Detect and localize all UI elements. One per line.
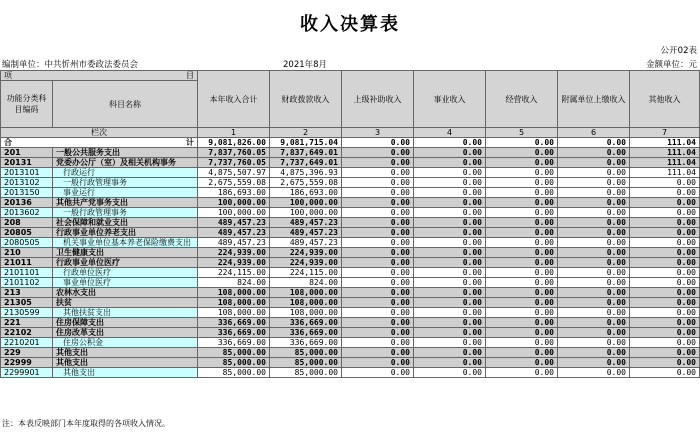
row-value: 336,669.00 [198, 328, 270, 338]
code-col-header: 功能分类科目编码 [1, 81, 53, 128]
row-value: 0.00 [342, 298, 414, 308]
row-value: 0.00 [486, 318, 558, 328]
row-value: 0.00 [342, 278, 414, 288]
row-name: 行政事业单位医疗 [53, 258, 198, 268]
table-row [1, 258, 700, 268]
row-value: 0.00 [558, 168, 630, 178]
row-value: 0.00 [342, 238, 414, 248]
total-value: 9,081,826.00 [198, 138, 270, 148]
row-value: 0.00 [558, 328, 630, 338]
row-code: 2080505 [1, 238, 53, 248]
row-value: 0.00 [342, 288, 414, 298]
row-value: 0.00 [414, 328, 486, 338]
row-value: 0.00 [342, 328, 414, 338]
row-value: 0.00 [558, 258, 630, 268]
row-code: 2299901 [1, 368, 53, 378]
row-value: 0.00 [414, 348, 486, 358]
row-name: 行政运行 [53, 168, 198, 178]
row-value: 0.00 [486, 188, 558, 198]
row-value: 0.00 [630, 198, 700, 208]
table-row [1, 368, 700, 378]
row-value: 336,669.00 [198, 318, 270, 328]
row-name: 住房公积金 [53, 338, 198, 348]
row-value: 0.00 [486, 358, 558, 368]
row-value: 186,693.00 [198, 188, 270, 198]
row-value: 0.00 [486, 158, 558, 168]
row-value: 0.00 [486, 218, 558, 228]
row-value: 0.00 [414, 188, 486, 198]
row-value: 108,000.00 [270, 288, 342, 298]
table-row [1, 238, 700, 248]
row-code: 2013101 [1, 168, 53, 178]
row-value: 0.00 [558, 188, 630, 198]
table-row [1, 318, 700, 328]
row-value: 0.00 [558, 148, 630, 158]
row-value: 224,939.00 [270, 258, 342, 268]
row-name: 社会保障和就业支出 [53, 218, 198, 228]
table-row [1, 308, 700, 318]
row-code: 221 [1, 318, 53, 328]
row-value: 489,457.23 [270, 228, 342, 238]
row-value: 0.00 [342, 318, 414, 328]
row-value: 489,457.23 [270, 238, 342, 248]
row-value: 0.00 [486, 278, 558, 288]
total-value: 0.00 [414, 138, 486, 148]
row-value: 0.00 [630, 298, 700, 308]
row-value: 108,000.00 [198, 298, 270, 308]
col-header-1: 本年收入合计 [198, 71, 270, 128]
row-value: 0.00 [558, 318, 630, 328]
row-value: 0.00 [342, 268, 414, 278]
row-value: 2,675,559.08 [198, 178, 270, 188]
row-value: 0.00 [342, 228, 414, 238]
row-name: 党委办公厅（室）及相关机构事务 [53, 158, 198, 168]
row-name: 其他支出 [53, 348, 198, 358]
table-row [1, 338, 700, 348]
row-value: 224,939.00 [270, 248, 342, 258]
row-value: 0.00 [630, 318, 700, 328]
row-value: 0.00 [630, 248, 700, 258]
table-row [1, 278, 700, 288]
total-value: 0.00 [558, 138, 630, 148]
col-header-7: 其他收入 [630, 71, 700, 128]
row-value: 0.00 [414, 268, 486, 278]
total-value: 9,081,715.04 [270, 138, 342, 148]
row-value: 0.00 [630, 178, 700, 188]
row-value: 0.00 [558, 308, 630, 318]
row-value: 224,939.00 [198, 248, 270, 258]
row-code: 20131 [1, 158, 53, 168]
row-value: 0.00 [486, 308, 558, 318]
col-number: 6 [558, 128, 630, 138]
row-value: 0.00 [630, 208, 700, 218]
row-name: 机关事业单位基本养老保险缴费支出 [53, 238, 198, 248]
row-name: 行政单位医疗 [53, 268, 198, 278]
amount-unit: 金额单位：元 [645, 60, 697, 70]
row-value: 0.00 [630, 348, 700, 358]
row-value: 108,000.00 [198, 308, 270, 318]
row-value: 824.00 [270, 278, 342, 288]
row-value: 0.00 [414, 208, 486, 218]
row-value: 489,457.23 [198, 238, 270, 248]
row-value: 0.00 [558, 358, 630, 368]
row-name: 扶贫 [53, 298, 198, 308]
row-name: 住房保障支出 [53, 318, 198, 328]
row-value: 0.00 [342, 178, 414, 188]
form-id: 公开02表 [660, 46, 697, 56]
row-code: 2130599 [1, 308, 53, 318]
row-value: 186,693.00 [270, 188, 342, 198]
row-value: 0.00 [558, 368, 630, 378]
row-value: 0.00 [414, 238, 486, 248]
row-value: 0.00 [558, 218, 630, 228]
table-row [1, 288, 700, 298]
row-value: 0.00 [414, 158, 486, 168]
row-value: 0.00 [414, 178, 486, 188]
col-header-2: 财政拨款收入 [270, 71, 342, 128]
col-header-5: 经营收入 [486, 71, 558, 128]
row-value: 0.00 [342, 218, 414, 228]
table-row [1, 298, 700, 308]
row-value: 108,000.00 [270, 298, 342, 308]
row-name: 事业运行 [53, 188, 198, 198]
footnote: 注：本表反映部门本年度取得的各项收入情况。 [2, 419, 170, 428]
row-code: 22102 [1, 328, 53, 338]
row-value: 0.00 [486, 258, 558, 268]
total-value: 0.00 [486, 138, 558, 148]
col-number: 4 [414, 128, 486, 138]
header-xiang-mu: 项 目 [1, 71, 198, 81]
row-value: 0.00 [630, 368, 700, 378]
row-value: 489,457.23 [270, 218, 342, 228]
row-value: 0.00 [630, 288, 700, 298]
row-value: 0.00 [342, 198, 414, 208]
header-row-top [1, 71, 700, 81]
row-value: 0.00 [486, 248, 558, 258]
row-value: 224,939.00 [198, 258, 270, 268]
name-col-header: 科目名称 [53, 81, 198, 128]
row-value: 0.00 [630, 308, 700, 318]
row-code: 201 [1, 148, 53, 158]
table-row [1, 358, 700, 368]
lanci-label: 栏次 [1, 128, 198, 138]
row-value: 489,457.23 [198, 228, 270, 238]
row-code: 21305 [1, 298, 53, 308]
row-value: 100,000.00 [270, 198, 342, 208]
row-name: 一般行政管理事务 [53, 208, 198, 218]
total-value: 0.00 [342, 138, 414, 148]
report-title: 收入决算表 [300, 14, 400, 35]
row-value: 0.00 [414, 218, 486, 228]
table-row [1, 158, 700, 168]
row-value: 100,000.00 [198, 208, 270, 218]
row-code: 2101101 [1, 268, 53, 278]
row-value: 489,457.23 [198, 218, 270, 228]
row-value: 111.04 [630, 158, 700, 168]
row-value: 336,669.00 [270, 328, 342, 338]
row-value: 0.00 [630, 188, 700, 198]
row-value: 0.00 [630, 328, 700, 338]
row-name: 一般行政管理事务 [53, 178, 198, 188]
row-code: 210 [1, 248, 53, 258]
table-row [1, 348, 700, 358]
row-value: 0.00 [558, 288, 630, 298]
col-header-4: 事业收入 [414, 71, 486, 128]
row-value: 0.00 [342, 258, 414, 268]
row-value: 4,875,396.93 [270, 168, 342, 178]
row-value: 0.00 [486, 148, 558, 158]
row-value: 0.00 [342, 358, 414, 368]
row-value: 85,000.00 [270, 358, 342, 368]
row-value: 111.04 [630, 168, 700, 178]
row-value: 0.00 [486, 208, 558, 218]
col-number: 7 [630, 128, 700, 138]
row-code: 208 [1, 218, 53, 228]
row-value: 0.00 [342, 168, 414, 178]
row-value: 0.00 [630, 228, 700, 238]
row-value: 0.00 [486, 168, 558, 178]
row-name: 一般公共服务支出 [53, 148, 198, 158]
row-value: 0.00 [486, 238, 558, 248]
row-value: 0.00 [342, 308, 414, 318]
row-name: 事业单位医疗 [53, 278, 198, 288]
row-value: 0.00 [342, 338, 414, 348]
row-value: 336,669.00 [270, 338, 342, 348]
row-value: 0.00 [414, 288, 486, 298]
row-value: 0.00 [486, 298, 558, 308]
table-row [1, 188, 700, 198]
row-value: 0.00 [342, 248, 414, 258]
unit-label: 编制单位：中共忻州市委政法委员会 [2, 60, 139, 70]
row-value: 0.00 [414, 318, 486, 328]
row-value: 108,000.00 [198, 288, 270, 298]
row-code: 21011 [1, 258, 53, 268]
row-code: 2013150 [1, 188, 53, 198]
row-value: 0.00 [630, 268, 700, 278]
row-value: 100,000.00 [198, 198, 270, 208]
row-value: 85,000.00 [198, 368, 270, 378]
row-code: 213 [1, 288, 53, 298]
row-name: 行政事业单位养老支出 [53, 228, 198, 238]
row-value: 108,000.00 [270, 308, 342, 318]
row-value: 0.00 [558, 248, 630, 258]
row-value: 0.00 [558, 338, 630, 348]
row-code: 20136 [1, 198, 53, 208]
row-value: 0.00 [558, 208, 630, 218]
row-value: 4,875,507.97 [198, 168, 270, 178]
row-code: 2101102 [1, 278, 53, 288]
table-row [1, 178, 700, 188]
row-value: 0.00 [414, 298, 486, 308]
row-value: 0.00 [558, 178, 630, 188]
row-value: 0.00 [486, 268, 558, 278]
lanci-row [1, 128, 700, 138]
row-value: 0.00 [414, 368, 486, 378]
table-row [1, 228, 700, 238]
row-value: 0.00 [414, 198, 486, 208]
row-value: 85,000.00 [198, 358, 270, 368]
row-value: 0.00 [486, 198, 558, 208]
col-number: 5 [486, 128, 558, 138]
row-value: 85,000.00 [198, 348, 270, 358]
col-header-3: 上级补助收入 [342, 71, 414, 128]
row-value: 0.00 [558, 198, 630, 208]
row-value: 0.00 [342, 158, 414, 168]
table-row [1, 208, 700, 218]
row-value: 0.00 [342, 368, 414, 378]
row-value: 0.00 [486, 368, 558, 378]
table-row [1, 168, 700, 178]
row-value: 0.00 [630, 258, 700, 268]
table-row [1, 248, 700, 258]
row-value: 0.00 [414, 308, 486, 318]
row-value: 100,000.00 [270, 208, 342, 218]
row-name: 卫生健康支出 [53, 248, 198, 258]
row-value: 0.00 [630, 358, 700, 368]
row-value: 0.00 [414, 358, 486, 368]
row-value: 0.00 [558, 268, 630, 278]
row-name: 其他支出 [53, 368, 198, 378]
row-value: 0.00 [342, 148, 414, 158]
row-name: 农林水支出 [53, 288, 198, 298]
row-value: 111.04 [630, 148, 700, 158]
row-value: 7,837,760.05 [198, 148, 270, 158]
row-name: 其他支出 [53, 358, 198, 368]
row-value: 0.00 [558, 158, 630, 168]
row-value: 0.00 [558, 228, 630, 238]
row-value: 0.00 [342, 188, 414, 198]
row-value: 224,115.00 [270, 268, 342, 278]
row-value: 0.00 [558, 298, 630, 308]
row-value: 0.00 [414, 248, 486, 258]
row-code: 22999 [1, 358, 53, 368]
row-value: 0.00 [630, 218, 700, 228]
row-name: 其他共产党事务支出 [53, 198, 198, 208]
row-code: 20805 [1, 228, 53, 238]
col-header-6: 附属单位上缴收入 [558, 71, 630, 128]
table-row [1, 218, 700, 228]
row-value: 224,115.00 [198, 268, 270, 278]
row-value: 0.00 [486, 328, 558, 338]
row-code: 229 [1, 348, 53, 358]
table-row [1, 148, 700, 158]
row-value: 0.00 [486, 228, 558, 238]
row-code: 2013602 [1, 208, 53, 218]
row-value: 7,737,760.05 [198, 158, 270, 168]
row-name: 其他扶贫支出 [53, 308, 198, 318]
row-value: 85,000.00 [270, 368, 342, 378]
col-number: 1 [198, 128, 270, 138]
row-value: 0.00 [558, 348, 630, 358]
table-row [1, 328, 700, 338]
row-value: 0.00 [414, 148, 486, 158]
table-row [1, 198, 700, 208]
income-table [0, 70, 700, 378]
col-number: 3 [342, 128, 414, 138]
row-value: 336,669.00 [198, 338, 270, 348]
row-value: 0.00 [414, 338, 486, 348]
total-row [1, 138, 700, 148]
row-value: 0.00 [486, 178, 558, 188]
row-value: 0.00 [414, 228, 486, 238]
table-row [1, 268, 700, 278]
row-value: 2,675,559.08 [270, 178, 342, 188]
row-value: 0.00 [558, 278, 630, 288]
col-number: 2 [270, 128, 342, 138]
report-date: 2021年8月 [283, 60, 328, 70]
row-value: 0.00 [342, 208, 414, 218]
row-value: 0.00 [414, 168, 486, 178]
total-label: 合 计 [1, 138, 198, 148]
row-value: 824.00 [198, 278, 270, 288]
row-code: 2013102 [1, 178, 53, 188]
row-code: 2210201 [1, 338, 53, 348]
row-value: 7,737,649.01 [270, 158, 342, 168]
row-value: 0.00 [486, 338, 558, 348]
row-value: 0.00 [486, 348, 558, 358]
row-value: 0.00 [414, 278, 486, 288]
row-name: 住房改革支出 [53, 328, 198, 338]
row-value: 0.00 [342, 348, 414, 358]
row-value: 0.00 [486, 288, 558, 298]
row-value: 7,837,649.01 [270, 148, 342, 158]
row-value: 0.00 [630, 278, 700, 288]
row-value: 0.00 [630, 338, 700, 348]
row-value: 0.00 [630, 238, 700, 248]
total-value: 111.04 [630, 138, 700, 148]
row-value: 0.00 [414, 258, 486, 268]
row-value: 0.00 [558, 238, 630, 248]
row-value: 85,000.00 [270, 348, 342, 358]
row-value: 336,669.00 [270, 318, 342, 328]
